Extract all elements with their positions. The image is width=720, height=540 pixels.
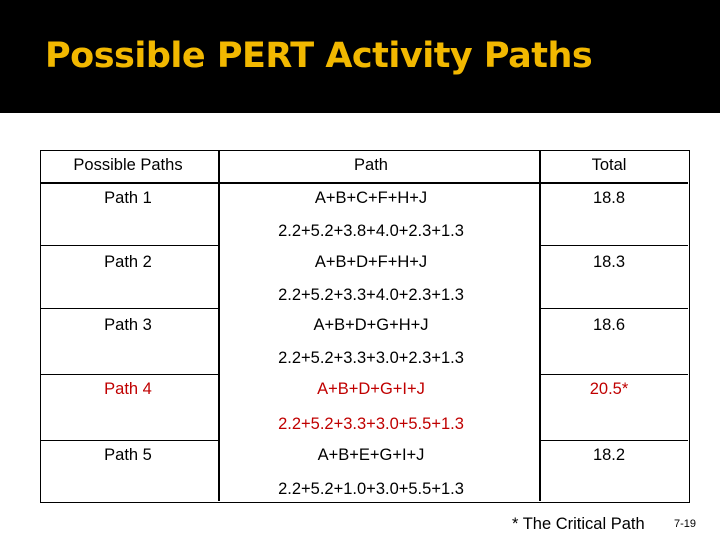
column-divider [539,151,541,501]
header-divider [41,182,688,184]
header-total: Total [591,156,627,174]
row-times: 2.2+5.2+3.3+4.0+2.3+1.3 [278,286,464,304]
title-bar [0,0,720,113]
row-divider [539,245,688,246]
row-path: A+B+D+G+H+J [313,316,429,334]
row-divider [41,374,218,375]
row-path: A+B+E+G+I+J [317,446,425,464]
row-divider [539,308,688,309]
row-divider [41,308,218,309]
row-path-critical: A+B+D+G+I+J [317,380,425,398]
row-divider [41,440,218,441]
row-times: 2.2+5.2+3.3+3.0+2.3+1.3 [278,349,464,367]
header-possible-paths: Possible Paths [73,156,183,174]
critical-path-footnote: * The Critical Path [512,515,645,533]
row-times-critical: 2.2+5.2+3.3+3.0+5.5+1.3 [278,415,464,433]
header-path: Path [354,156,388,174]
row-name-critical: Path 4 [104,380,152,398]
row-total: 18.8 [592,189,626,207]
row-total: 18.2 [592,446,626,464]
row-total-critical: 20.5* [589,380,629,398]
row-divider [539,374,688,375]
row-total: 18.6 [592,316,626,334]
row-divider [41,245,218,246]
row-divider [539,440,688,441]
row-path: A+B+C+F+H+J [314,189,428,207]
row-times: 2.2+5.2+3.8+4.0+2.3+1.3 [278,222,464,240]
row-name: Path 1 [104,189,152,207]
row-times: 2.2+5.2+1.0+3.0+5.5+1.3 [278,480,464,498]
slide-title: Possible PERT Activity Paths [45,36,593,76]
row-name: Path 2 [104,253,152,271]
row-total: 18.3 [592,253,626,271]
row-path: A+B+D+F+H+J [314,253,428,271]
row-name: Path 3 [104,316,152,334]
column-divider [218,151,220,501]
page-number: 7-19 [674,518,697,530]
row-name: Path 5 [104,446,152,464]
